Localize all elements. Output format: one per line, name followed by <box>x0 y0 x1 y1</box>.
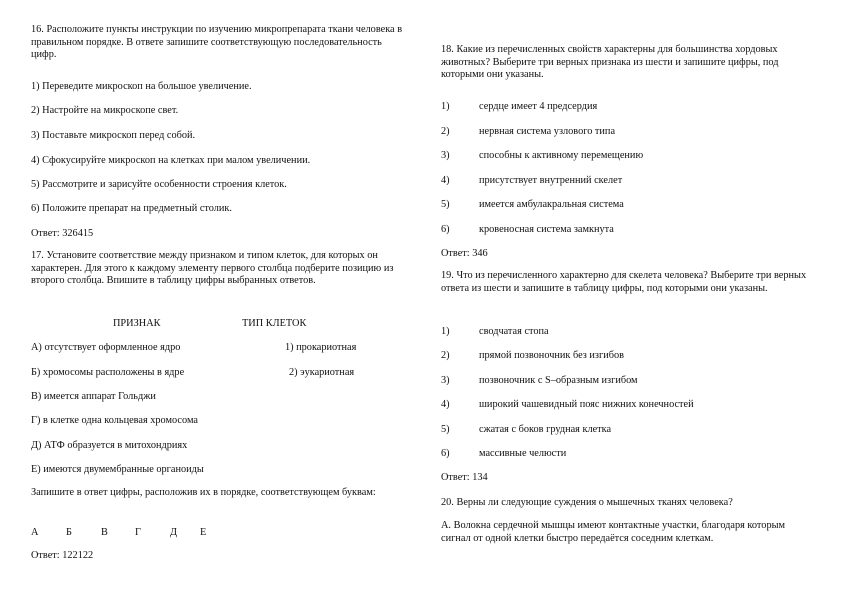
q19-option-text: сводчатая стопа <box>479 326 549 337</box>
q19-option <box>441 375 813 388</box>
q16-answer: Ответ: 326415 <box>31 228 94 239</box>
q18-option-text: сердце имеет 4 предсердия <box>479 101 598 112</box>
q19-question: 19. Что из перечисленного характерно для скелета человека? Выберите три верных ответа из шести и запишите в таблицу цифры, под которыми они указаны. <box>441 270 807 294</box>
q17-type: 1) прокариотная <box>285 342 357 353</box>
q18-question: 18. Какие из перечисленных свойств характерны для большинства хордовых животных? Выберите три верных признака из шести и запишите цифры, под которыми они указаны. <box>441 44 779 81</box>
q19-option-number: 4) <box>441 399 450 410</box>
q16-step: 1) Переведите микроскоп на большое увеличение. <box>31 81 252 92</box>
q19-option-number: 1) <box>441 326 450 337</box>
q19-option-number: 6) <box>441 448 450 459</box>
q16-step: 3) Поставьте микроскоп перед собой. <box>31 130 196 141</box>
q18-option-text: кровеносная система замкнута <box>479 224 614 235</box>
q19-option-text: широкий чашевидный пояс нижних конечностей <box>479 399 694 410</box>
q18-option-text: имеется амбулакральная система <box>479 199 624 210</box>
q19-option <box>441 326 813 339</box>
q18-option <box>441 224 813 237</box>
q19-option <box>441 350 813 363</box>
q17-type: 2) эукариотная <box>289 367 355 378</box>
q17-row <box>31 342 407 355</box>
q19-option-text: сжатая с боков грудная клетка <box>479 424 612 435</box>
q18-option <box>441 199 813 212</box>
q18-option-text: нервная система узлового типа <box>479 126 616 137</box>
q17-letter: В <box>101 527 108 538</box>
q17-letter: Б <box>66 527 72 538</box>
q17-letter: А <box>31 527 39 538</box>
q19-option <box>441 448 813 461</box>
q20-question: 20. Верны ли следующие суждения о мышечных тканях человека? <box>441 497 733 508</box>
q17-letter: Г <box>135 527 141 538</box>
q19-option <box>441 399 813 412</box>
q16-question: 16. Расположите пункты инструкции по изучению микропрепарата ткани человека в правильном порядке. В ответе запишите соответствующую последовательность цифр. <box>31 24 403 61</box>
q17-question: 17. Установите соответствие между признаком и типом клеток, для которых он характерен. Для этого к каждому элементу первого столбца подберите позицию из второго столбца. Впишите в таблицу цифры выбранных ответов. <box>31 250 394 287</box>
q19-option-number: 2) <box>441 350 450 361</box>
q18-option-number: 1) <box>441 101 450 112</box>
q18-option-number: 4) <box>441 175 450 186</box>
q17-answer-letters <box>31 527 407 540</box>
q18-option-number: 3) <box>441 150 450 161</box>
q19-option-number: 3) <box>441 375 450 386</box>
q17-feature: Г) в клетке одна кольцевая хромосома <box>31 415 198 426</box>
q17-header-feature: ПРИЗНАК <box>113 318 161 329</box>
q17-feature: А) отсутствует оформленное ядро <box>31 342 181 353</box>
q18-option-number: 6) <box>441 224 450 235</box>
q17-feature: Б) хромосомы расположены в ядре <box>31 367 185 378</box>
q17-letter: Д <box>170 527 178 538</box>
q18-option <box>441 150 813 163</box>
q19-answer: Ответ: 134 <box>441 472 488 483</box>
q16-step: 4) Сфокусируйте микроскоп на клетках при малом увеличении. <box>31 155 311 166</box>
q19-option-text: позвоночник с S–образным изгибом <box>479 375 638 386</box>
q16-step: 6) Положите препарат на предметный столик. <box>31 203 232 214</box>
q19-option <box>441 424 813 437</box>
q17-answer: Ответ: 122122 <box>31 550 94 561</box>
q18-option-text: присутствует внутренний скелет <box>479 175 623 186</box>
q18-option-number: 5) <box>441 199 450 210</box>
q16-step: 5) Рассмотрите и зарисуйте особенности строения клеток. <box>31 179 287 190</box>
q18-option-text: способны к активному перемещению <box>479 150 644 161</box>
q17-header-type: ТИП КЛЕТОК <box>242 318 307 329</box>
q20-statement-a: А. Волокна сердечной мышцы имеют контактные участки, благодаря которым сигнал от одной клетки быстро передаётся соседним клеткам. <box>441 520 786 544</box>
q17-row <box>31 367 407 380</box>
q16-step: 2) Настройте на микроскопе свет. <box>31 105 179 116</box>
q17-feature: Д) АТФ образуется в митохондриях <box>31 440 188 451</box>
q17-feature: Е) имеются двумембранные органоиды <box>31 464 204 475</box>
q19-option-text: массивные челюсти <box>479 448 567 459</box>
q19-option-number: 5) <box>441 424 450 435</box>
q18-option <box>441 101 813 114</box>
q17-table-header <box>31 318 407 331</box>
q17-letter: Е <box>200 527 207 538</box>
q17-feature: В) имеется аппарат Гольджи <box>31 391 156 402</box>
q18-answer: Ответ: 346 <box>441 248 488 259</box>
q18-option <box>441 175 813 188</box>
q19-option-text: прямой позвоночник без изгибов <box>479 350 624 361</box>
q18-option-number: 2) <box>441 126 450 137</box>
q18-option <box>441 126 813 139</box>
q17-instruction: Запишите в ответ цифры, расположив их в порядке, соответствующем буквам: <box>31 487 376 498</box>
